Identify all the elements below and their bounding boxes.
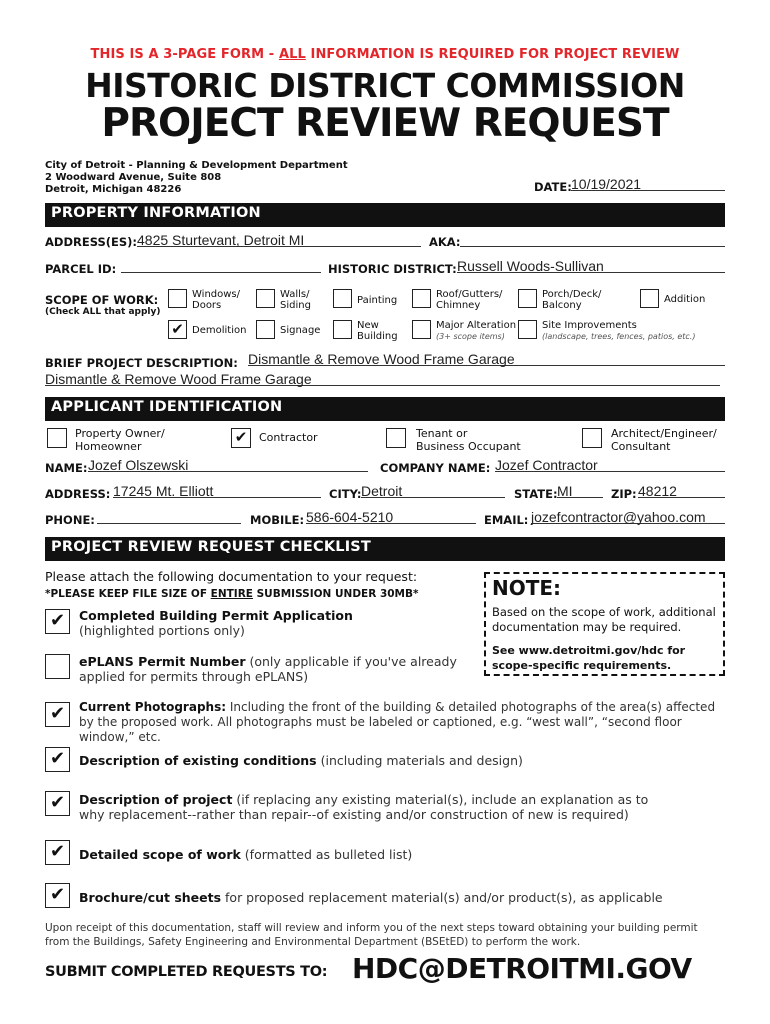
file-size-note: *PLEASE KEEP FILE SIZE OF ENTIRE SUBMISSION UNDER 30MB*	[45, 588, 419, 600]
address-label: ADDRESS(ES):	[45, 235, 137, 249]
applicant-type-checkbox-architect[interactable]	[582, 428, 602, 448]
checklist-checkbox-project-description[interactable]: ✔	[45, 791, 70, 816]
form-notice: THIS IS A 3-PAGE FORM - ALL INFORMATION IS REQUIRED FOR PROJECT REVIEW	[90, 47, 680, 62]
checklist-checkbox-existing-conditions[interactable]: ✔	[45, 747, 70, 772]
scope-checkbox-painting[interactable]	[333, 289, 352, 308]
email-field[interactable]: jozefcontractor@yahoo.com	[531, 507, 725, 524]
city-field[interactable]: Detroit	[361, 481, 505, 498]
checklist-item-eplans: ePLANS Permit Number (only applicable if you've already applied for permits through ePLANS)	[79, 654, 457, 684]
city-label: CITY:	[329, 487, 362, 501]
district-label: HISTORIC DISTRICT:	[328, 262, 457, 276]
date-field[interactable]: 10/19/2021	[571, 174, 725, 191]
property-section-bar	[45, 203, 725, 227]
zip-field[interactable]: 48212	[638, 481, 725, 498]
scope-label-addition: Addition	[664, 294, 706, 305]
scope-checkbox-major-alteration[interactable]	[412, 320, 431, 339]
scope-label-porch: Porch/Deck/ Balcony	[542, 289, 602, 311]
form-title-line2: PROJECT REVIEW REQUEST	[101, 101, 669, 146]
company-field[interactable]: Jozef Contractor	[495, 455, 725, 472]
note-text-1: Based on the scope of work, additional documentation may be required.	[492, 605, 716, 634]
checklist-section-bar	[45, 537, 725, 561]
checklist-item-scope-of-work: Detailed scope of work (formatted as bulleted list)	[79, 847, 413, 862]
state-label: STATE:	[514, 487, 558, 501]
scope-checkbox-new-building[interactable]	[333, 320, 352, 339]
scope-label-new-building: New Building	[357, 320, 398, 342]
property-section-title: PROPERTY INFORMATION	[51, 205, 261, 221]
note-text-2: See www.detroitmi.gov/hdc for scope-specific requirements.	[492, 644, 686, 672]
name-field[interactable]: Jozef Olszewski	[88, 455, 368, 472]
checklist-checkbox-scope-of-work[interactable]: ✔	[45, 840, 70, 865]
checklist-section-title: PROJECT REVIEW REQUEST CHECKLIST	[51, 539, 372, 555]
footer-paragraph: Upon receipt of this documentation, staff will review and inform you of the next steps toward obtaining your building permit from the Buildings, Safety Engineering and Environmental Department (BSEtED) to perform the work.	[45, 922, 698, 948]
applicant-type-label-owner: Property Owner/ Homeowner	[75, 427, 165, 453]
phone-field[interactable]	[97, 507, 241, 524]
scope-checkbox-windows-doors[interactable]	[168, 289, 187, 308]
scope-label-windows-doors: Windows/ Doors	[192, 289, 241, 311]
scope-label-demolition: Demolition	[192, 325, 247, 336]
scope-label-walls-siding: Walls/ Siding	[280, 289, 311, 311]
checklist-item-brochure: Brochure/cut sheets for proposed replacement material(s) and/or product(s), as applicable	[79, 890, 663, 905]
checklist-checkbox-brochure[interactable]: ✔	[45, 883, 70, 908]
scope-checkbox-roof[interactable]	[412, 289, 431, 308]
scope-label-site-improvements: Site Improvements	[542, 320, 637, 331]
mobile-field[interactable]: 586-604-5210	[306, 507, 476, 524]
applicant-section-title: APPLICANT IDENTIFICATION	[51, 399, 283, 415]
scope-checkbox-demolition[interactable]: ✔	[168, 320, 187, 339]
checklist-checkbox-photographs[interactable]: ✔	[45, 702, 70, 727]
department-address: City of Detroit - Planning & Development Department 2 Woodward Avenue, Suite 808 Detroit, Michigan 48226	[45, 160, 348, 195]
email-label: EMAIL:	[484, 513, 529, 527]
note-title: NOTE:	[492, 576, 562, 600]
parcel-label: PARCEL ID:	[45, 262, 117, 276]
applicant-section-bar	[45, 397, 725, 421]
scope-label-signage: Signage	[280, 325, 321, 336]
address-field[interactable]: 4825 Sturtevant, Detroit MI	[137, 230, 421, 247]
note-box	[484, 572, 725, 676]
scope-label-roof: Roof/Gutters/ Chimney	[436, 289, 503, 311]
applicant-address-field[interactable]: 17245 Mt. Elliott	[113, 481, 321, 498]
date-label: DATE:	[534, 180, 572, 194]
checklist-item-photographs: Current Photographs: Including the front of the building & detailed photographs of the area(s) affected by the proposed work. All photographs must be labeled or captioned, e.g. “west wall”, “second floor window,” etc.	[79, 700, 716, 744]
scope-checkbox-porch[interactable]	[518, 289, 537, 308]
state-field[interactable]: MI	[557, 481, 603, 498]
scope-checkbox-signage[interactable]	[256, 320, 275, 339]
applicant-type-label-contractor: Contractor	[259, 431, 318, 444]
major-alteration-note: (3+ scope items)	[436, 332, 505, 341]
brief-description-field-1[interactable]: Dismantle & Remove Wood Frame Garage	[248, 349, 725, 366]
district-field[interactable]: Russell Woods-Sullivan	[457, 256, 725, 273]
applicant-type-label-tenant: Tenant or Business Occupant	[416, 427, 521, 453]
applicant-type-label-architect: Architect/Engineer/ Consultant	[611, 427, 717, 453]
scope-label-major-alteration: Major Alteration	[436, 320, 517, 331]
applicant-type-checkbox-tenant[interactable]	[386, 428, 406, 448]
aka-label: AKA:	[429, 235, 461, 249]
name-label: NAME:	[45, 461, 88, 475]
checklist-item-permit-application: Completed Building Permit Application (highlighted portions only)	[79, 608, 353, 638]
phone-label: PHONE:	[45, 513, 95, 527]
mobile-label: MOBILE:	[250, 513, 305, 527]
scope-checkbox-addition[interactable]	[640, 289, 659, 308]
company-label: COMPANY NAME:	[380, 461, 491, 475]
scope-checkbox-walls-siding[interactable]	[256, 289, 275, 308]
scope-label-painting: Painting	[357, 295, 398, 306]
applicant-type-checkbox-owner[interactable]	[47, 428, 67, 448]
submit-email[interactable]: HDC@DETROITMI.GOV	[352, 952, 692, 985]
applicant-type-checkbox-contractor[interactable]: ✔	[231, 428, 251, 448]
checklist-intro: Please attach the following documentation to your request:	[45, 569, 418, 584]
scope-checkbox-site-improvements[interactable]	[518, 320, 537, 339]
aka-field[interactable]	[460, 230, 725, 247]
brief-description-field-2[interactable]: Dismantle & Remove Wood Frame Garage	[45, 369, 720, 386]
checklist-item-existing-conditions: Description of existing conditions (including materials and design)	[79, 753, 523, 768]
zip-label: ZIP:	[611, 487, 637, 501]
checklist-item-project-description: Description of project (if replacing any existing material(s), include an explanation as to why replacement--rather than repair--of existing and/or construction of new is required)	[79, 792, 649, 822]
checklist-checkbox-permit-application[interactable]: ✔	[45, 609, 70, 634]
checklist-checkbox-eplans[interactable]	[45, 654, 70, 679]
submit-label: SUBMIT COMPLETED REQUESTS TO:	[45, 964, 328, 980]
applicant-address-label: ADDRESS:	[45, 487, 111, 501]
brief-description-label: BRIEF PROJECT DESCRIPTION:	[45, 356, 238, 370]
scope-sublabel: (Check ALL that apply)	[45, 307, 161, 317]
site-improvements-note: (landscape, trees, fences, patios, etc.)	[542, 332, 696, 341]
scope-label: SCOPE OF WORK:	[45, 293, 159, 307]
parcel-field[interactable]	[121, 256, 321, 273]
form-title-line1: HISTORIC DISTRICT COMMISSION	[85, 66, 685, 105]
